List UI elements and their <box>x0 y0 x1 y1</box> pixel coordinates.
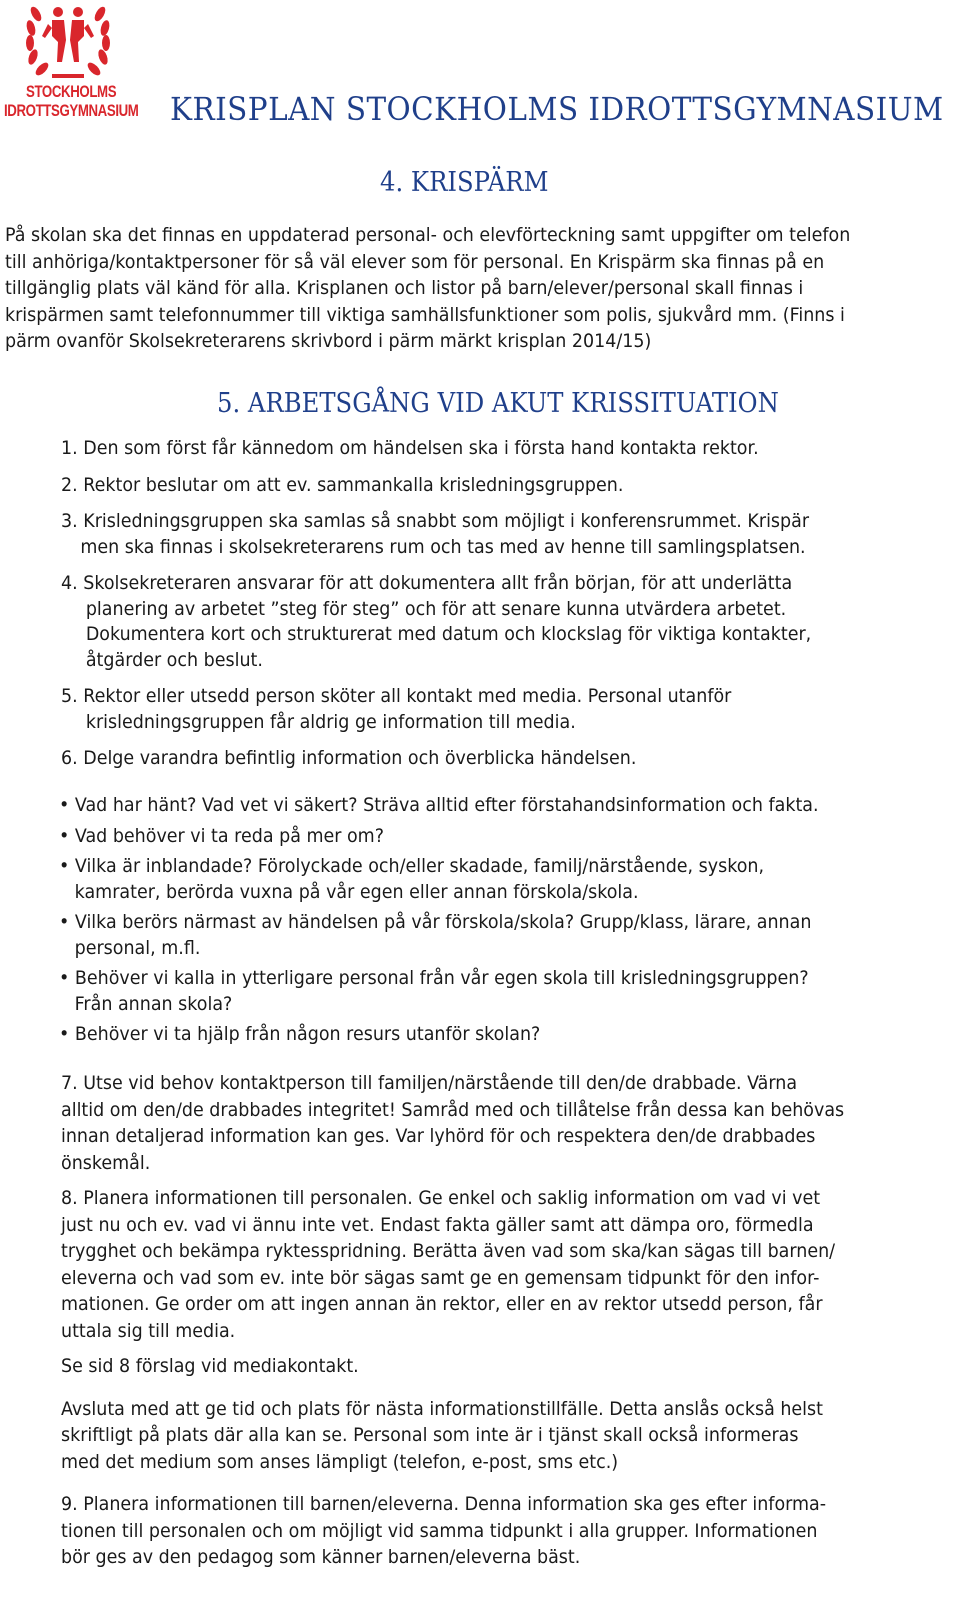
body-line: tillgänglig plats väl känd för alla. Krisplanen och listor på barn/elever/personal skall finnas i <box>5 277 804 299</box>
paragraph-line: skriftligt på plats där alla kan se. Personal som inte är i tjänst skall också informeras <box>61 1424 799 1446</box>
step-line: Dokumentera kort och strukturerat med datum och klockslag för viktiga kontakter, <box>85 623 812 645</box>
paragraph-line: 7. Utse vid behov kontaktperson till familjen/närstående till den/de drabbade. Värna <box>61 1072 798 1094</box>
section-5-heading: 5. ARBETSGÅNG VID AKUT KRISSITUATION <box>217 388 779 419</box>
section-4-heading: 4. KRISPÄRM <box>380 167 549 198</box>
bullet-list <box>59 793 885 1048</box>
bullet-line: kamrater, berörda vuxna på vår egen eller annan förskola/skola. <box>74 880 639 903</box>
logo-text-line2: IDROTTSGYMNASIUM <box>4 101 139 120</box>
step-line: 1. Den som först får kännedom om händelsen ska i första hand kontakta rektor. <box>61 437 759 459</box>
body-line: pärm ovanför Skolsekreterarens skrivbord i pärm märkt krisplan 2014/15) <box>5 330 652 352</box>
step-line: 3. Krisledningsgruppen ska samlas så snabbt som möjligt i konferensrummet. Krispär <box>61 510 810 532</box>
bullet-line: • Vad har hänt? Vad vet vi säkert? Sträva alltid efter förstahandsinformation och fakta. <box>59 794 819 816</box>
steps-list <box>61 436 876 772</box>
step-item <box>61 509 876 560</box>
step-item <box>61 571 876 673</box>
step-line: åtgärder och beslut. <box>85 648 263 671</box>
paragraph <box>61 1185 912 1344</box>
step-item <box>61 473 876 499</box>
document-title: KRISPLAN STOCKHOLMS IDROTTSGYMNASIUM <box>170 90 944 128</box>
bullet-line: Från annan skola? <box>74 992 233 1015</box>
step-item <box>61 746 876 772</box>
paragraph-line: innan detaljerad information kan ges. Var lyhörd för och respektera den/de drabbades <box>61 1125 816 1147</box>
school-logo <box>0 0 140 130</box>
paragraph-line: alltid om den/de drabbades integritet! Samråd med och tillåtelse från dessa kan behövas <box>61 1098 845 1121</box>
logo-text-line1: STOCKHOLMS <box>26 82 117 101</box>
body-line: krispärmen samt telefonnummer till viktiga samhällsfunktioner som polis, sjukvård mm. (Finns i <box>5 303 845 326</box>
paragraph-line: 9. Planera informationen till barnen/eleverna. Denna information ska ges efter informa- <box>61 1493 827 1515</box>
step-line: 6. Delge varandra befintlig information och överblicka händelsen. <box>61 747 637 769</box>
step-item <box>61 684 876 735</box>
paragraph-line: mationen. Ge order om att ingen annan än rektor, eller en av rektor utsedd person, får <box>61 1293 823 1315</box>
paragraph-line: önskemål. <box>61 1151 151 1174</box>
bullet-line: • Vilka är inblandade? Förolyckade och/eller skadade, familj/närstående, syskon, <box>59 855 765 877</box>
paragraph-line: bör ges av den pedagog som känner barnen/eleverna bäst. <box>61 1546 581 1568</box>
paragraph-line: tionen till personalen och om möjligt vid samma tidpunkt i alla grupper. Informationen <box>61 1519 818 1542</box>
step-line: 2. Rektor beslutar om att ev. sammankalla krisledningsgruppen. <box>61 473 624 496</box>
paragraph-line: med det medium som anses lämpligt (telefon, e-post, sms etc.) <box>61 1450 619 1473</box>
step-line: 5. Rektor eller utsedd person sköter all kontakt med media. Personal utanför <box>61 685 732 707</box>
bullet-line: • Vilka berörs närmast av händelsen på vår förskola/skola? Grupp/klass, lärare, annan <box>59 911 812 933</box>
paragraph-line: 8. Planera informationen till personalen. Ge enkel och saklig information om vad vi vet <box>61 1187 821 1209</box>
section-4-body <box>5 222 924 355</box>
bullet-item <box>59 1022 885 1048</box>
paragraph-line: trygghet och bekämpa ryktesspridning. Berätta även vad som ska/kan sägas till barnen/ <box>61 1240 836 1262</box>
bullet-item <box>59 910 885 961</box>
bullet-line: • Behöver vi kalla in ytterligare personal från vår egen skola till krisledningsgruppen? <box>59 967 809 989</box>
paragraph-line: just nu och ev. vad vi ännu inte vet. Endast fakta gäller samt att dämpa oro, förmedla <box>61 1213 814 1236</box>
bullet-item <box>59 793 885 819</box>
step-line: men ska finnas i skolsekreterarens rum och tas med av henne till samlingsplatsen. <box>80 535 806 558</box>
step-line: krisledningsgruppen får aldrig ge information till media. <box>85 710 576 733</box>
bullet-item <box>59 854 885 905</box>
step-item <box>61 436 876 462</box>
paragraph-line: Avsluta med att ge tid och plats för nästa informationstillfälle. Detta anslås också helst <box>61 1397 823 1420</box>
bullet-line: personal, m.fl. <box>74 936 201 959</box>
bullet-item <box>59 966 885 1017</box>
paragraph-line: Se sid 8 förslag vid mediakontakt. <box>61 1355 359 1377</box>
bullet-line: • Vad behöver vi ta reda på mer om? <box>59 824 384 847</box>
paragraph <box>61 1353 912 1380</box>
paragraph-line: eleverna och vad som ev. inte bör sägas samt ge en gemensam tidpunkt för den infor- <box>61 1266 820 1289</box>
step-line: planering av arbetet ”steg för steg” och för att senare kunna utvärdera arbetet. <box>85 597 787 620</box>
body-line: till anhöriga/kontaktpersoner för så väl elever som för personal. En Krispärm ska finnas på en <box>5 250 825 273</box>
paragraph <box>61 1070 912 1176</box>
bullet-item <box>59 824 885 850</box>
paragraph <box>61 1396 912 1476</box>
paragraphs <box>61 1070 912 1571</box>
paragraph-line: uttala sig till media. <box>61 1319 236 1342</box>
paragraph <box>61 1491 912 1571</box>
body-line: På skolan ska det finnas en uppdaterad personal- och elevförteckning samt uppgifter om telefon <box>5 224 851 246</box>
laurel-runners-emblem-icon <box>22 0 114 84</box>
step-line: 4. Skolsekreteraren ansvarar för att dokumentera allt från början, för att underlätta <box>61 572 793 594</box>
bullet-line: • Behöver vi ta hjälp från någon resurs utanför skolan? <box>59 1023 541 1045</box>
